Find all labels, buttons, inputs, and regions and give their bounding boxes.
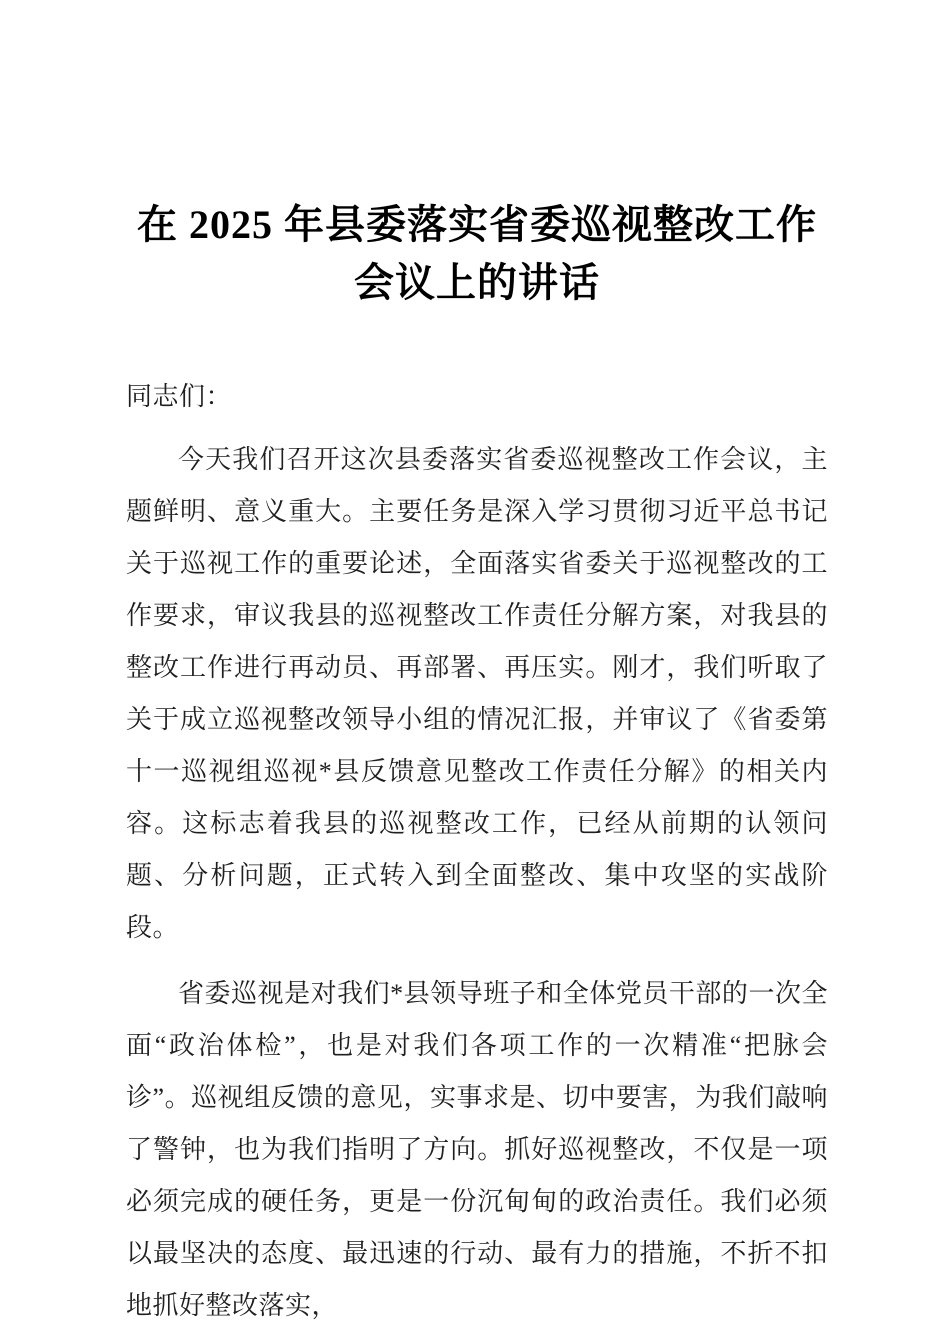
salutation: 同志们： bbox=[126, 382, 233, 411]
paragraph-1: 今天我们召开这次县委落实省委巡视整改工作会议，主题鲜明、意义重大。主要任务是深入学习贯彻习近平总书记关于巡视工作的重要论述，全面落实省委关于巡视整改的工作要求，审议我县的巡视整改工作责任分解方案，对我县的整改工作进行再动员、再部署、再压实。刚才，我们听取了关于成立巡视整改领导小组的情况汇报，并审议了《省委第十一巡视组巡视*县反馈意见整改工作责任分解》的相关内容。这标志着我县的巡视整改工作，已经从前期的认领问题、分析问题，正式转入到全面整改、集中攻坚的实战阶段。 bbox=[126, 445, 828, 942]
paragraph-2: 省委巡视是对我们*县领导班子和全体党员干部的一次全面“政治体检”，也是对我们各项工作的一次精准“把脉会诊”。巡视组反馈的意见，实事求是、切中要害，为我们敲响了警钟，也为我们指明了方向。抓好巡视整改，不仅是一项必须完成的硬任务，更是一份沉甸甸的政治责任。我们必须以最坚决的态度、最迅速的行动、最有力的措施，不折不扣地抓好整改落实， bbox=[126, 979, 828, 1320]
document-title: 在 2025 年县委落实省委巡视整改工作会议上的讲话 bbox=[137, 202, 817, 305]
